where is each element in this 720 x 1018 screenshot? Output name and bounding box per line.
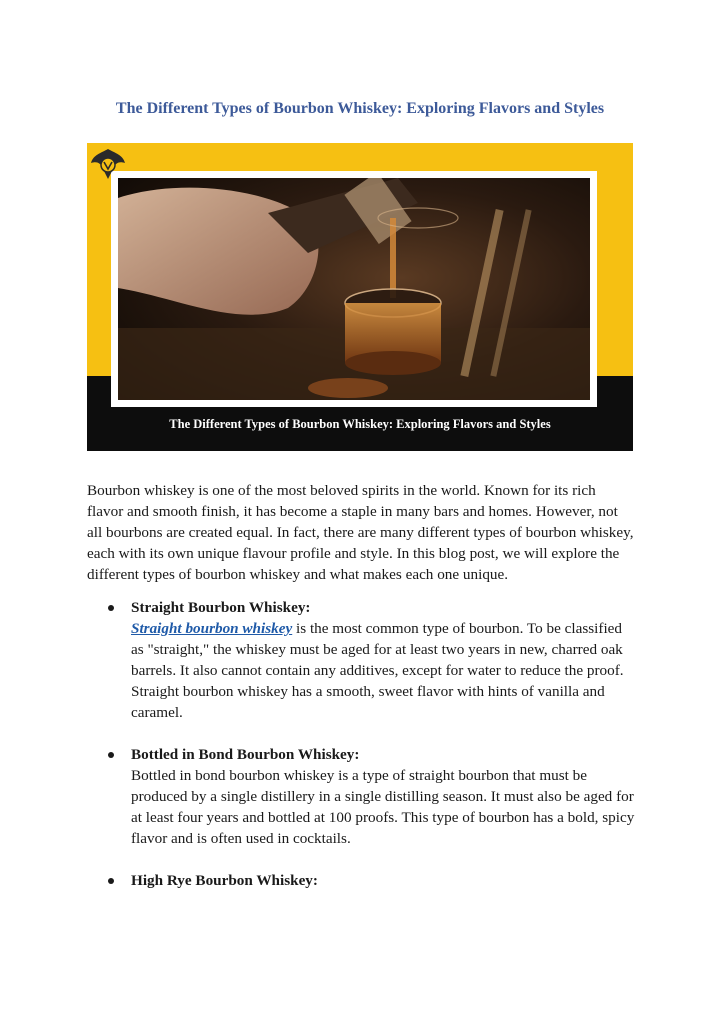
item-body: is the most common type of bourbon. To be classified as "straight," the whiskey must be aged for at least two years in new, charred oak barrels. It also cannot contain any additives, except for water to reduce the proof. Straight bourbon whiskey has a smooth, sweet flavor with hints of vanilla and caramel. bbox=[131, 620, 624, 721]
item-title: High Rye Bourbon Whiskey: bbox=[131, 872, 318, 889]
bullet-icon bbox=[108, 878, 114, 884]
bullet-icon bbox=[108, 752, 114, 758]
article-body bbox=[87, 480, 635, 912]
intro-paragraph: Bourbon whiskey is one of the most beloved spirits in the world. Known for its rich flavor and smooth finish, it has become a staple in many bars and homes. However, not all bourbons are created equal. In fact, there are many different types of bourbon whiskey, each with its own unique flavour profile and style. In this blog post, we will explore the different types of bourbon whiskey and what makes each one unique. bbox=[87, 482, 634, 583]
list-item bbox=[87, 597, 635, 723]
hero-caption: The Different Types of Bourbon Whiskey: Exploring Flavors and Styles bbox=[169, 417, 551, 431]
list-item bbox=[87, 744, 635, 849]
bullet-icon bbox=[108, 605, 114, 611]
item-title: Bottled in Bond Bourbon Whiskey: bbox=[131, 746, 360, 763]
item-description bbox=[131, 620, 624, 721]
winged-emblem-logo-icon bbox=[89, 145, 127, 183]
document-title: The Different Types of Bourbon Whiskey: Exploring Flavors and Styles bbox=[115, 100, 605, 117]
hero-photo-whiskey-pour bbox=[118, 178, 590, 400]
straight-bourbon-link[interactable]: Straight bourbon whiskey bbox=[131, 620, 293, 637]
hero-banner bbox=[87, 143, 633, 451]
item-body: Bottled in bond bourbon whiskey is a type of straight bourbon that must be produced by a single distillery in a single distilling season. It must also be aged for at least four years and bottled at 100 proofs. This type of bourbon has a bold, spicy flavor and is often used in cocktails. bbox=[131, 767, 635, 847]
whiskey-types-list bbox=[87, 597, 635, 891]
list-item bbox=[87, 870, 635, 891]
item-title: Straight Bourbon Whiskey: bbox=[131, 599, 311, 616]
